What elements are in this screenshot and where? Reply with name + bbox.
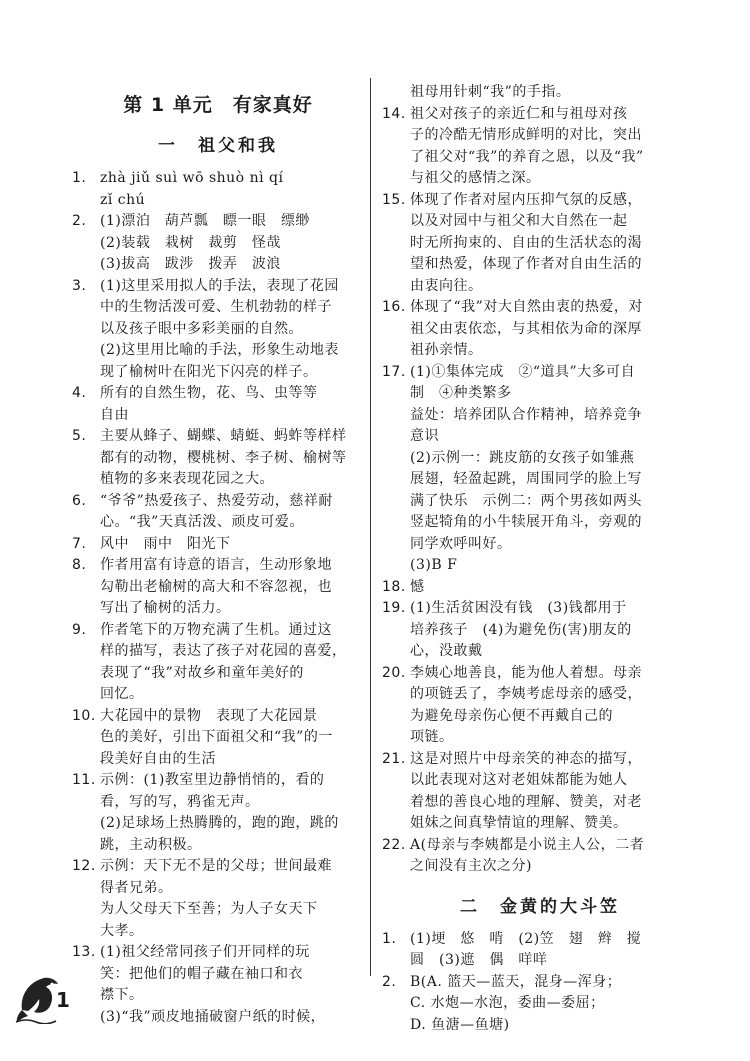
answer-line: 中的生物活泼可爱、生机勃勃的样子: [100, 299, 332, 315]
answer-line: 意识: [410, 428, 439, 444]
answer-line: 心。“我”天真活泼、顽皮可爱。: [100, 514, 304, 530]
answer-number: 12.: [72, 858, 96, 874]
answer-line: (1)这里采用拟人的手法，表现了花园: [100, 277, 339, 294]
answer-item: [72, 383, 364, 426]
answer-line: (2)示例一：跳皮筋的女孩子如雏燕: [410, 449, 635, 466]
answer-number: 20.: [382, 664, 406, 681]
answer-line: 之间没有主次之分): [410, 858, 532, 874]
answer-line: A(母亲与李姨都是小说主人公，二者: [410, 836, 645, 853]
answer-line: (1)祖父经常同孩子们开同样的玩: [100, 944, 310, 960]
answer-line: 时无所拘束的、自由的生活状态的渴: [410, 234, 642, 251]
answer-body: [100, 555, 364, 620]
answer-line: (2)足球场上热腾腾的，跑的跑，跳的: [100, 815, 339, 831]
answer-line: 写出了榆树的活力。: [100, 600, 231, 616]
answer-list-left: [72, 168, 364, 1028]
answer-number: 7.: [72, 535, 87, 552]
unit-title: 第 1 单元 有家真好: [123, 94, 313, 116]
answer-body: [410, 297, 698, 362]
answer-item: [72, 555, 364, 620]
answer-line: 为避免母亲伤心便不再戴自己的: [410, 707, 613, 724]
answer-line: 子的冷酷无情形成鲜明的对比，突出: [410, 127, 642, 143]
answer-line: 示例：(1)教室里边静悄悄的，看的: [100, 772, 325, 788]
answer-line: (2)装载 栽树 裁剪 怪哉: [100, 234, 281, 251]
answer-body: [100, 276, 364, 384]
answer-number: 17.: [382, 363, 406, 380]
answer-number: 1.: [72, 170, 87, 186]
answer-line: 自由: [100, 406, 129, 423]
answer-line: (3)B F: [410, 557, 458, 573]
answer-line: 主要从蜂子、蝴蝶、蜻蜓、蚂蚱等样样: [100, 428, 347, 444]
answer-body: [410, 577, 698, 599]
answer-line: 示例：天下无不是的父母；世间最难: [100, 858, 332, 874]
answer-line: 样的描写，表达了孩子对花园的喜爱，: [100, 643, 347, 659]
answer-line: 看，写的写，鸦雀无声。: [100, 793, 260, 810]
answer-line: 作者笔下的万物充满了生机。通过这: [100, 621, 332, 638]
answer-body: [410, 663, 698, 749]
answer-body: [100, 770, 364, 856]
answer-body: [100, 942, 364, 1028]
answer-line: 襟下。: [100, 987, 144, 1003]
answer-line: 体现了“我”对大自然由衷的热爱，对: [410, 299, 643, 315]
answer-number: 22.: [382, 836, 406, 853]
section-title-1: 一 祖父和我: [158, 136, 278, 156]
answer-item: [382, 663, 698, 749]
answer-line: 段美好自由的生活: [100, 750, 216, 767]
answer-line: 现了榆树叶在阳光下闪亮的样子。: [100, 363, 318, 380]
answer-item: [382, 190, 698, 298]
answer-line: 以此表现对这对老姐妹都能为她人: [410, 772, 628, 788]
answer-line: 着想的善良心地的理解、赞美，对老: [410, 793, 642, 810]
answer-line: 植物的多来表现花园之大。: [100, 471, 274, 487]
answer-number: 9.: [72, 621, 87, 638]
answer-number: 10.: [72, 707, 96, 724]
answer-number: 8.: [72, 557, 87, 573]
answer-item: [382, 598, 698, 663]
answer-body: [410, 82, 698, 104]
answer-line: (1)①集体完成 ②“道具”大多可自: [410, 363, 636, 380]
answer-item: [72, 276, 364, 384]
answer-item: [72, 168, 364, 211]
answer-item: [72, 856, 364, 942]
answer-body: [100, 168, 364, 211]
answer-line: 展翅，轻盈起跳，周围同学的脸上写: [410, 471, 642, 487]
answer-number: 1.: [382, 930, 397, 947]
answer-line: 体现了作者对屋内压抑气氛的反感，: [410, 191, 642, 208]
answer-line: 李姨心地善良，能为他人着想。母亲: [410, 664, 642, 681]
answer-line: (1)埂 悠 啃 (2)笠 翅 辫 搅: [410, 930, 642, 947]
answer-line: 祖孙亲情。: [410, 342, 483, 358]
answer-body: [100, 383, 364, 426]
answer-line: 的项链丢了，李姨考虑母亲的感受，: [410, 686, 642, 702]
answer-line: 祖父对孩子的亲近仁和与祖母对孩: [410, 105, 628, 122]
answer-line: zǐ chú: [100, 191, 146, 208]
answer-body: [410, 598, 698, 663]
answer-list-right-2: [382, 929, 698, 1037]
answer-list-right: [382, 82, 698, 878]
answer-line: 祖母用针刺“我”的手指。: [410, 84, 571, 100]
answer-body: [100, 534, 364, 556]
answer-line: 培养孩子 (4)为避免伤(害)朋友的: [410, 621, 632, 638]
dolphin-logo-icon: [14, 972, 62, 1024]
answer-line: (1)漂泊 葫芦瓢 瞟一眼 缥缈: [100, 213, 310, 229]
answer-number: 18.: [382, 578, 406, 595]
answer-line: D. 鱼溏—鱼塘): [410, 1016, 510, 1033]
answer-line: “爷爷”热爱孩子、热爱劳动，慈祥耐: [100, 492, 333, 509]
answer-line: 望和热爱，体现了作者对自由生活的: [410, 256, 642, 272]
answer-number: 14.: [382, 105, 406, 122]
answer-line: (2)这里用比喻的手法，形象生动地表: [100, 342, 339, 358]
answer-body: [410, 835, 698, 878]
answer-item: [382, 929, 698, 972]
answer-body: [410, 104, 698, 190]
answer-line: 这是对照片中母亲笑的神态的描写，: [410, 750, 642, 767]
answer-line: 心，没敢戴: [410, 643, 483, 659]
answer-body: [100, 426, 364, 491]
answer-body: [100, 706, 364, 771]
column-divider: [370, 78, 371, 976]
answer-line: (1)生活贫困没有钱 (3)钱都用于: [410, 600, 627, 616]
answer-number: 2.: [72, 213, 87, 229]
answer-item: [382, 362, 698, 577]
answer-line: 了祖父对“我”的养育之恩，以及“我”: [410, 148, 644, 165]
answer-line: 以及孩子眼中多彩美丽的自然。: [100, 320, 303, 337]
answer-line: 色的美好，引出下面祖父和“我”的一: [100, 729, 333, 745]
answer-item: [382, 972, 698, 1037]
answer-item: [72, 620, 364, 706]
answer-item: [382, 577, 698, 599]
answer-line: 以及对园中与祖父和大自然在一起: [410, 213, 628, 229]
answer-body: [410, 362, 698, 577]
answer-number: 6.: [72, 492, 87, 509]
answer-item: [72, 706, 364, 771]
answer-body: [100, 491, 364, 534]
answer-line: 圆 (3)遮 偶 咩咩: [410, 952, 548, 968]
answer-body: [410, 190, 698, 298]
answer-line: 风中 雨中 阳光下: [100, 535, 231, 552]
answer-line: C. 水炮—水泡，委曲—委屈；: [410, 995, 605, 1011]
answer-line: 笑：把他们的帽子藏在袖口和衣: [100, 965, 303, 982]
answer-line: 回忆。: [100, 686, 144, 702]
right-column: [382, 82, 698, 1036]
page-number: 1: [56, 988, 70, 1012]
answer-line: 得者兄弟。: [100, 879, 173, 896]
answer-line: 为人父母天下至善；为人子女天下: [100, 901, 318, 917]
answer-line: 祖父由衷依恋，与其相依为命的深厚: [410, 320, 642, 337]
answer-line: 益处：培养团队合作精神，培养竞争: [410, 406, 642, 423]
answer-number: 19.: [382, 600, 406, 616]
answer-item: [72, 491, 364, 534]
answer-line: 跳，主动积极。: [100, 836, 202, 853]
answer-number: 5.: [72, 428, 87, 444]
answer-line: 姐妹之间真挚情谊的理解、赞美。: [410, 815, 628, 831]
answer-body: [410, 972, 698, 1037]
section-title-2: 二 金黄的大斗笠: [460, 896, 620, 917]
answer-number: 16.: [382, 299, 406, 315]
answer-line: 同学欢呼叫好。: [410, 535, 512, 552]
answer-line: 满了快乐 示例二：两个男孩如两头: [410, 492, 642, 509]
answer-item: [382, 297, 698, 362]
answer-line: B(A. 篮天—蓝天，混身—浑身；: [410, 973, 622, 990]
answer-item: [382, 82, 698, 104]
answer-number: 11.: [72, 772, 96, 788]
answer-line: 表现了“我”对故乡和童年美好的: [100, 664, 304, 681]
answer-number: 3.: [72, 277, 87, 294]
answer-line: 都有的动物，樱桃树、李子树、榆树等: [100, 449, 347, 466]
answer-number: 15.: [382, 191, 406, 208]
answer-line: 大花园中的景物 表现了大花园景: [100, 707, 318, 724]
answer-body: [410, 749, 698, 835]
answer-item: [382, 104, 698, 190]
answer-line: (3)拔高 跋涉 拨弄 波浪: [100, 256, 281, 272]
answer-item: [72, 426, 364, 491]
answer-line: 与祖父的感情之深。: [410, 170, 541, 186]
answer-body: [100, 856, 364, 942]
answer-line: (3)“我”顽皮地捅破窗户纸的时候，: [100, 1008, 326, 1025]
answer-body: [100, 211, 364, 276]
answer-item: [72, 211, 364, 276]
answer-number: [382, 82, 410, 104]
answer-line: 项链。: [410, 729, 454, 745]
answer-line: 竖起犄角的小牛犊展开角斗，旁观的: [410, 514, 642, 530]
answer-line: 由衷向往。: [410, 277, 483, 294]
answer-line: 勾勒出老榆树的高大和不容忽视，也: [100, 578, 332, 595]
answer-body: [410, 929, 698, 972]
answer-body: [100, 620, 364, 706]
answer-line: 所有的自然生物，花、鸟、虫等等: [100, 385, 318, 401]
answer-line: 制 ④种类繁多: [410, 385, 512, 401]
answer-item: [72, 534, 364, 556]
answer-item: [72, 770, 364, 856]
answer-number: 2.: [382, 973, 397, 990]
answer-item: [382, 835, 698, 878]
answer-item: [382, 749, 698, 835]
answer-line: 作者用富有诗意的语言，生动形象地: [100, 557, 332, 573]
answer-number: 13.: [72, 944, 96, 960]
answer-line: 憾: [410, 578, 425, 595]
answer-number: 21.: [382, 750, 406, 767]
answer-number: 4.: [72, 385, 87, 401]
answer-line: 大孝。: [100, 922, 144, 939]
left-column: [72, 82, 364, 1028]
answer-line: zhà jiǔ suì wō shuò nì qí: [100, 170, 284, 186]
answer-item: [72, 942, 364, 1028]
